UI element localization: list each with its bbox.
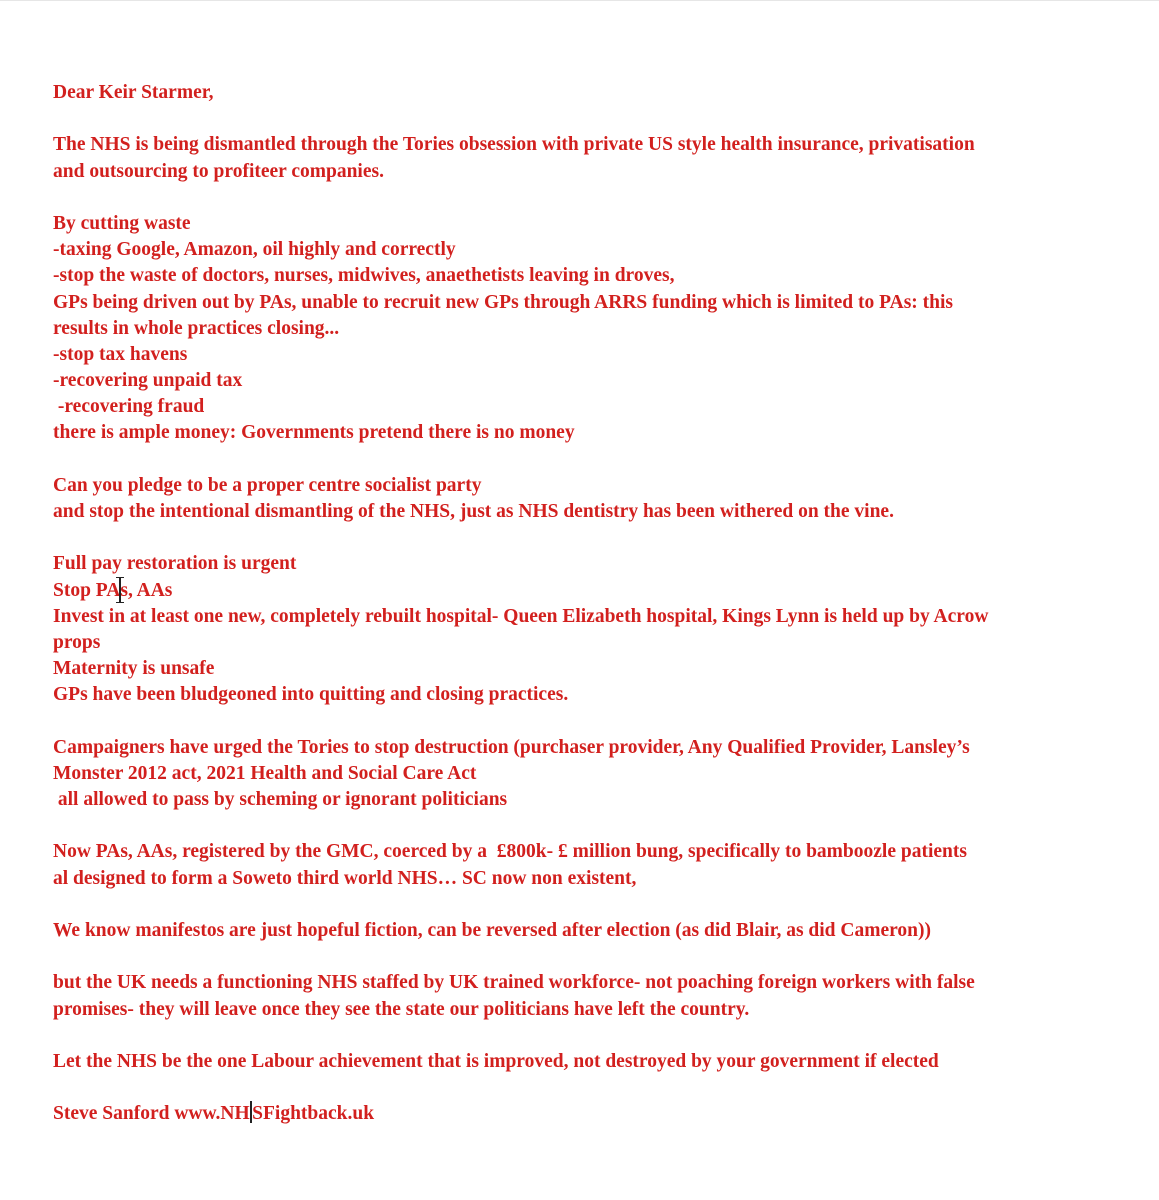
paragraph-line: results in whole practices closing...: [53, 317, 340, 339]
list-item: -recovering fraud: [53, 396, 205, 418]
paragraph-line: By cutting waste: [53, 212, 191, 234]
letter-body[interactable]: [53, 80, 1153, 1128]
paragraph-line: Monster 2012 act, 2021 Health and Social Care Act: [53, 762, 477, 784]
paragraph-line: and stop the intentional dismantling of the NHS, just as NHS dentistry has been withered on the vine.: [53, 501, 894, 522]
paragraph-line: Let the NHS be the one Labour achievement that is improved, not destroyed by your government if elected: [53, 1050, 939, 1072]
paragraph-line: GPs have been bludgeoned into quitting and closing practices.: [53, 684, 569, 706]
text-fragment: Stop PA: [53, 579, 121, 601]
paragraph-gap: [53, 185, 1153, 211]
paragraph-line: [53, 578, 1153, 604]
paragraph-line: but the UK needs a functioning NHS staffed by UK trained workforce- not poaching foreign workers with false: [53, 972, 975, 994]
paragraph-line: We know manifestos are just hopeful fiction, can be reversed after election (as did Blair, as did Cameron)): [53, 920, 932, 941]
paragraph-gap: [53, 106, 1153, 132]
paragraph-gap: [53, 709, 1153, 735]
paragraph-gap: [53, 813, 1153, 839]
text-fragment: Full pa: [53, 553, 113, 575]
paragraph-line: al designed to form a Soweto third world NHS… SC now non existent,: [53, 867, 637, 889]
paragraph-line: there is ample money: Governments pretend there is no money: [53, 422, 575, 444]
paragraph-line: Maternity is unsafe: [53, 658, 215, 680]
paragraph-gap: [53, 1023, 1153, 1049]
text-fragment: y restoration is urgent: [112, 553, 297, 575]
list-item: -taxing Google, Amazon, oil highly and correctly: [53, 239, 456, 261]
list-item: -recovering unpaid tax: [53, 370, 243, 392]
paragraph-line: and outsourcing to profiteer companies.: [53, 160, 384, 182]
paragraph-line: Campaigners have urged the Tories to stop destruction (purchaser provider, Any Qualified Provider, Lansley’s: [53, 736, 970, 758]
paragraph-line: all allowed to pass by scheming or ignorant politicians: [53, 789, 508, 811]
paragraph-gap: [53, 1075, 1153, 1101]
text-fragment: s, AAs: [120, 579, 173, 601]
paragraph-gap: [53, 525, 1153, 551]
text-fragment: Steve Sanford www.NH: [53, 1103, 250, 1125]
paragraph-line: GPs being driven out by PAs, unable to recruit new GPs through ARRS funding which is limited to PAs: this: [53, 291, 953, 313]
paragraph-line: promises- they will leave once they see the state our politicians have left the country.: [53, 998, 750, 1020]
salutation: Dear Keir Starmer,: [53, 82, 214, 103]
text-fragment: SFightback.uk: [252, 1103, 375, 1125]
paragraph-gap: [53, 892, 1153, 918]
paragraph-line: [53, 551, 1153, 577]
list-item: -stop the waste of doctors, nurses, midwives, anaethetists leaving in droves,: [53, 265, 675, 287]
paragraph-line: props: [53, 631, 101, 653]
list-item: -stop tax havens: [53, 343, 188, 365]
paragraph-line: Now PAs, AAs, registered by the GMC, coerced by a £800k- £ million bung, specifically to bamboozle patients: [53, 841, 967, 863]
paragraph-gap: [53, 944, 1153, 970]
signature: [53, 1101, 1153, 1127]
paragraph-line: The NHS is being dismantled through the Tories obsession with private US style health insurance, privatisation: [53, 134, 975, 156]
paragraph-line: Can you pledge to be a proper centre socialist party: [53, 474, 482, 496]
paragraph-gap: [53, 447, 1153, 473]
paragraph-line: Invest in at least one new, completely rebuilt hospital- Queen Elizabeth hospital, Kings Lynn is held up by Acrow: [53, 605, 989, 627]
